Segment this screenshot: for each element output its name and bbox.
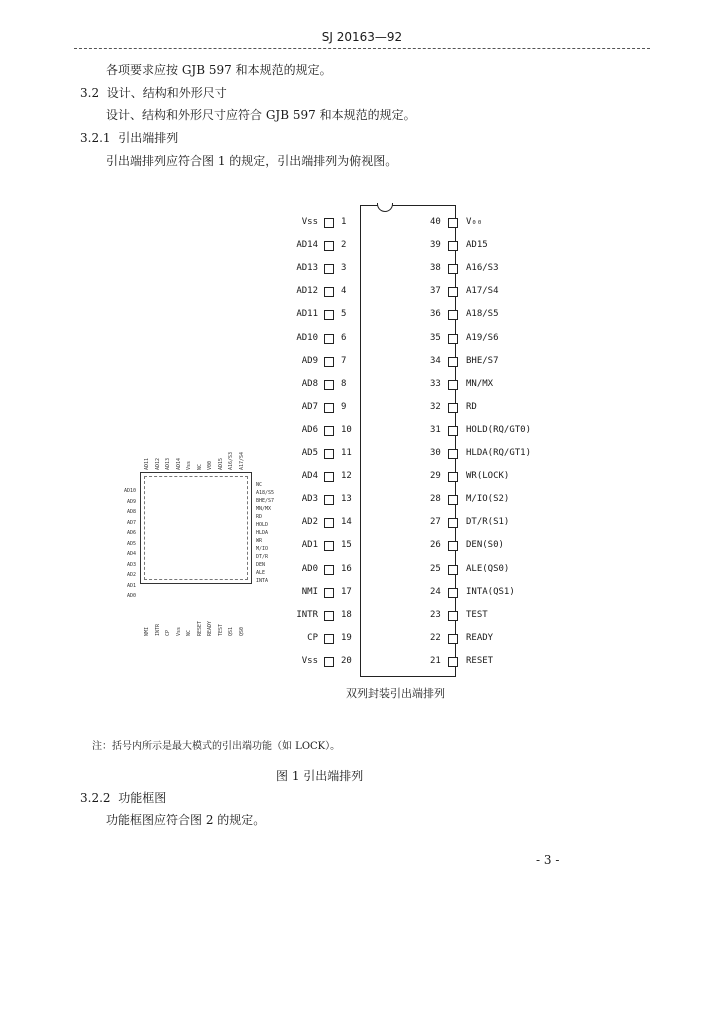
dip-pin-name-left: CP	[307, 632, 318, 643]
dip-pin-lead-right	[448, 241, 458, 251]
dip-pin-number-right: 39	[430, 240, 441, 251]
plcc-left-label: AD5	[126, 540, 136, 547]
dip-pin-name-left: AD3	[301, 494, 318, 505]
dip-pin-name-left: AD11	[296, 309, 318, 320]
dip-pin-lead-left	[324, 634, 334, 644]
dip-pin-lead-left	[324, 611, 334, 621]
dip-pin-number-left: 5	[341, 309, 347, 320]
dip-pin-lead-left	[324, 241, 334, 251]
dip-pin-number-right: 37	[430, 286, 441, 297]
dip-pin-number-right: 40	[430, 217, 441, 227]
dip-pin-name-right: RD	[466, 401, 477, 412]
plcc-top-label: A16/S3	[228, 451, 234, 470]
dip-pin-name-right: V₀₀	[466, 217, 483, 227]
doc-header: SJ 20163—92	[321, 30, 403, 44]
section-3-2-1-text: 引出端排列应符合图 1 的规定，引出端排列为俯视图。	[106, 154, 398, 168]
plcc-top-label: AD11	[144, 457, 150, 470]
dip-pin-lead-right	[448, 518, 458, 528]
dip-pin-name-left: Vss	[301, 655, 318, 666]
header-rule	[74, 48, 650, 49]
dip-pin-lead-left	[324, 495, 334, 505]
dip-pin-number-left: 13	[341, 494, 352, 505]
dip-package-body	[360, 205, 456, 677]
dip-pin-name-right: READY	[466, 632, 494, 643]
dip-pin-lead-left	[324, 310, 334, 320]
dip-pin-number-left: 17	[341, 586, 352, 597]
dip-pin-name-left: AD13	[296, 263, 318, 274]
plcc-right-label: BHE/S7	[256, 498, 275, 504]
plcc-top-label: A17/S4	[238, 451, 245, 470]
plcc-right-label: ALE	[256, 570, 266, 576]
plcc-top-label: AD12	[154, 457, 161, 470]
plcc-bottom-label: QS1	[228, 626, 234, 636]
plcc-top-label: AD13	[165, 457, 171, 470]
dip-pin-lead-right	[448, 565, 458, 575]
dip-pin-name-right: DT/R(S1)	[466, 517, 510, 528]
dip-pin-lead-left	[324, 334, 334, 344]
dip-pin-number-right: 38	[430, 263, 441, 274]
dip-pin-name-left: AD0	[301, 563, 318, 574]
dip-pin-name-right: TEST	[466, 609, 488, 620]
plcc-left-label: AD7	[126, 519, 136, 526]
dip-pin-number-right: 21	[430, 655, 441, 666]
dip-pin-name-left: AD9	[301, 355, 318, 366]
dip-pin-number-right: 29	[430, 471, 441, 482]
dip-pin-name-left: AD8	[301, 378, 318, 389]
dip-pin-number-right: 31	[430, 424, 441, 435]
section-number: 3.2	[80, 86, 100, 100]
plcc-right-label: INTA	[256, 578, 269, 584]
plcc-bottom-label: NMI	[144, 626, 150, 636]
dip-pin-number-left: 19	[341, 632, 352, 643]
dip-pin-number-left: 1	[341, 217, 347, 227]
plcc-bottom-label: QS0	[238, 626, 245, 636]
plcc-right-label: HLDA	[256, 530, 269, 536]
dip-pin-lead-right	[448, 472, 458, 482]
dip-pin-number-right: 33	[430, 378, 441, 389]
dip-pin-number-left: 20	[341, 655, 352, 666]
dip-pin-name-right: A17/S4	[466, 286, 499, 297]
plcc-top-label: V00	[207, 460, 213, 470]
dip-pin-name-right: A16/S3	[466, 263, 499, 274]
dip-pin-lead-left	[324, 426, 334, 436]
dip-pin-name-right: HOLD(RQ/GT0)	[466, 424, 532, 435]
dip-pin-number-left: 16	[341, 563, 352, 574]
dip-pin-name-right: MN/MX	[466, 378, 494, 389]
dip-pin-name-right: WR(LOCK)	[466, 471, 510, 482]
page-number: - 3 -	[536, 853, 560, 867]
plcc-left-label: AD9	[126, 498, 136, 505]
section-title: 设计、结构和外形尺寸	[106, 86, 227, 100]
plcc-right-label: RD	[256, 514, 263, 520]
dip-pin-name-right: M/IO(S2)	[466, 494, 510, 505]
plcc-right-label: HOLD	[256, 522, 269, 528]
dip-pin-number-right: 22	[430, 632, 441, 643]
dip-pin-number-right: 30	[430, 448, 441, 458]
dip-pin-name-right: A18/S5	[466, 309, 499, 320]
dip-pin-name-left: AD4	[301, 471, 318, 482]
dip-caption: 双列封装引出端排列	[346, 687, 445, 700]
plcc-left-label: AD0	[126, 593, 136, 599]
dip-pin-name-right: HLDA(RQ/GT1)	[466, 448, 532, 458]
dip-pin-name-left: AD6	[301, 424, 318, 435]
plcc-left-label: AD2	[126, 572, 136, 578]
dip-pin-name-left: NMI	[301, 586, 318, 597]
figure-note: 注：括号内所示是最大模式的引出端功能（如 LOCK）。	[92, 741, 341, 752]
dip-pin-number-right: 23	[430, 609, 441, 620]
plcc-bottom-label: READY	[207, 620, 213, 636]
dip-pin-lead-right	[448, 426, 458, 436]
dip-pin-number-left: 3	[341, 263, 347, 274]
dip-pin-number-left: 15	[341, 540, 352, 551]
dip-pin-lead-left	[324, 403, 334, 413]
figure-caption: 图 1 引出端排列	[276, 769, 364, 783]
dip-pin-number-left: 10	[341, 424, 352, 435]
dip-pin-lead-right	[448, 611, 458, 621]
plcc-bottom-label: RESET	[196, 620, 203, 636]
plcc-left-label: AD3	[126, 561, 136, 568]
dip-pin-number-left: 12	[341, 471, 352, 482]
dip-pin-number-right: 35	[430, 332, 441, 343]
dip-pin-number-right: 26	[430, 540, 441, 551]
dip-pin-lead-right	[448, 334, 458, 344]
dip-pin-number-left: 7	[341, 355, 347, 366]
dip-pin-lead-right	[448, 541, 458, 551]
dip-pin-name-left: INTR	[296, 609, 318, 620]
dip-pin-lead-left	[324, 657, 334, 667]
dip-pin-lead-right	[448, 264, 458, 274]
dip-pin-number-left: 11	[341, 448, 352, 458]
dip-pin-name-right: DEN(S0)	[466, 540, 504, 551]
dip-pin-lead-left	[324, 565, 334, 575]
section-3-2-2-heading	[80, 789, 166, 806]
plcc-top-label: Vss	[186, 460, 192, 470]
section-3-2-heading	[80, 84, 227, 101]
plcc-bottom-label: CP	[165, 629, 171, 636]
dip-pin-name-left: Vss	[301, 217, 318, 227]
section-number: 3.2.2	[80, 791, 111, 805]
section-number: 3.2.1	[80, 131, 111, 145]
dip-pin-number-left: 18	[341, 609, 352, 620]
plcc-top-label: AD14	[175, 457, 182, 470]
plcc-inner-outline	[144, 476, 248, 580]
dip-pin-lead-left	[324, 357, 334, 367]
plcc-right-label: DT/R	[256, 554, 269, 560]
dip-pin-lead-right	[448, 657, 458, 667]
dip-pin-lead-left	[324, 449, 334, 459]
dip-pin-number-left: 4	[341, 286, 347, 297]
dip-pin-name-left: AD1	[301, 540, 318, 551]
dip-pin-name-right: BHE/S7	[466, 355, 499, 366]
plcc-left-label: AD1	[126, 582, 136, 589]
dip-pin-lead-left	[324, 541, 334, 551]
dip-pin-lead-right	[448, 357, 458, 367]
plcc-left-label: AD6	[126, 530, 136, 536]
dip-pin-lead-left	[324, 264, 334, 274]
dip-pin-number-right: 25	[430, 563, 441, 574]
dip-pin-number-right: 24	[430, 586, 441, 597]
dip-pin-name-right: AD15	[466, 240, 488, 251]
section-3-2-text: 设计、结构和外形尺寸应符合 GJB 597 和本规范的规定。	[106, 108, 416, 122]
plcc-left-label: AD10	[123, 488, 136, 494]
text-line-1: 各项要求应按 GJB 597 和本规范的规定。	[106, 63, 332, 77]
dip-pin-lead-right	[448, 287, 458, 297]
plcc-bottom-label: Vss	[175, 626, 182, 636]
dip-pin-name-left: AD12	[296, 286, 318, 297]
dip-pin-lead-left	[324, 380, 334, 390]
dip-pin-name-right: ALE(QS0)	[466, 563, 510, 574]
dip-pin-name-left: AD5	[301, 448, 318, 458]
dip-pin-lead-right	[448, 449, 458, 459]
plcc-bottom-label: NC	[186, 629, 192, 636]
plcc-left-label: AD8	[126, 509, 136, 515]
dip-pin-lead-left	[324, 472, 334, 482]
dip-pin-number-left: 8	[341, 378, 347, 389]
dip-pin-lead-right	[448, 634, 458, 644]
dip-pin-name-left: AD10	[296, 332, 318, 343]
dip-pin-lead-left	[324, 287, 334, 297]
dip-pin-lead-right	[448, 495, 458, 505]
dip-pin-lead-left	[324, 518, 334, 528]
section-title: 引出端排列	[118, 131, 179, 145]
dip-pin-lead-left	[324, 588, 334, 598]
dip-pin-number-left: 2	[341, 240, 347, 251]
dip-pin-number-left: 6	[341, 332, 347, 343]
dip-pin-lead-right	[448, 310, 458, 320]
dip-pin-lead-right	[448, 403, 458, 413]
dip-pin-lead-left	[324, 218, 334, 228]
plcc-left-label: AD4	[126, 551, 136, 557]
dip-pin-name-right: RESET	[466, 655, 494, 666]
dip-pin-name-right: INTA(QS1)	[466, 586, 515, 597]
section-title: 功能框图	[118, 791, 167, 805]
plcc-right-label: M/IO	[256, 546, 269, 552]
dip-pin-lead-right	[448, 380, 458, 390]
dip-pin-name-left: AD2	[301, 517, 318, 528]
section-3-2-2-text: 功能框图应符合图 2 的规定。	[106, 813, 266, 827]
dip-pin-lead-right	[448, 218, 458, 228]
dip-pin-name-left: AD14	[296, 240, 318, 251]
plcc-right-label: NC	[256, 482, 263, 488]
dip-pin-lead-right	[448, 588, 458, 598]
dip-pin-number-right: 32	[430, 401, 441, 412]
dip-pin-number-right: 27	[430, 517, 441, 528]
plcc-bottom-label: TEST	[217, 623, 224, 636]
dip-pin-name-right: A19/S6	[466, 332, 499, 343]
section-3-2-1-heading	[80, 129, 178, 146]
dip-pin-number-right: 36	[430, 309, 441, 320]
plcc-right-label: A18/S5	[256, 490, 275, 496]
plcc-right-label: DEN	[256, 562, 266, 568]
dip-pin-number-left: 14	[341, 517, 352, 528]
plcc-bottom-label: INTR	[154, 623, 161, 636]
plcc-right-label: WR	[256, 538, 263, 544]
dip-pin-name-left: AD7	[301, 401, 318, 412]
plcc-top-label: NC	[196, 463, 203, 470]
dip-pin-number-right: 28	[430, 494, 441, 505]
dip-pin-number-right: 34	[430, 355, 441, 366]
plcc-package	[100, 440, 300, 640]
plcc-top-label: AD15	[217, 457, 224, 470]
plcc-right-label: MN/MX	[256, 506, 272, 512]
dip-pin-number-left: 9	[341, 401, 347, 412]
